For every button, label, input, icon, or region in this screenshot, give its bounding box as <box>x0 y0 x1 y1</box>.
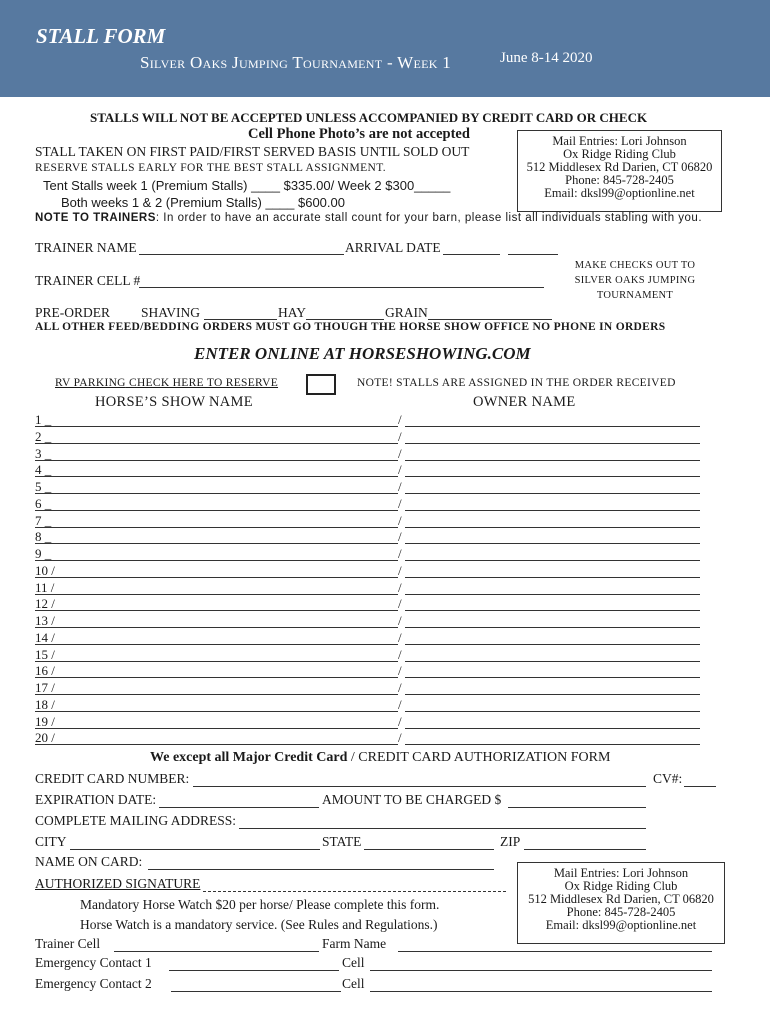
row-separator: / <box>398 646 402 662</box>
mail-line: Ox Ridge Riding Club <box>564 879 678 893</box>
horse-name-field[interactable] <box>35 677 398 678</box>
owner-name-field[interactable] <box>405 527 700 528</box>
mail-line: Email: dksl99@optionline.net <box>545 918 697 932</box>
row-separator: / <box>398 462 402 478</box>
row-number: 1 _ <box>35 412 52 427</box>
arrival-date-field-2[interactable] <box>508 254 558 255</box>
note-text: : In order to have an accurate stall count for your barn, please list all individuals stabling with you. <box>155 212 703 224</box>
horse-name-field[interactable] <box>35 644 398 645</box>
mail-line: 512 Middlesex Rd Darien, CT 06820 <box>528 892 714 906</box>
rv-check-text: CHECK HERE TO RESERVE <box>128 377 279 389</box>
horse-name-field[interactable] <box>35 426 398 427</box>
row-number: 11 / <box>35 579 55 595</box>
cell-2-label: Cell <box>342 976 365 991</box>
other-feed-note: ALL OTHER FEED/BEDDING ORDERS MUST GO THOUGH THE HORSE SHOW OFFICE NO PHONE IN ORDERS <box>35 321 666 333</box>
form-title: STALL FORM <box>36 24 166 48</box>
signature-label: AUTHORIZED SIGNATURE <box>35 876 201 891</box>
row-number: 9 _ <box>35 546 52 561</box>
mail-entries-box-2 <box>517 862 725 944</box>
row-number: 20 / <box>35 730 55 746</box>
row-number: 16 / <box>35 663 55 679</box>
row-separator: / <box>398 596 402 612</box>
preorder-label: PRE-ORDER <box>35 305 111 320</box>
cell-1-label: Cell <box>342 955 365 970</box>
credit-heading-rest: / CREDIT CARD AUTHORIZATION FORM <box>347 750 611 765</box>
zip-label: ZIP <box>500 834 521 849</box>
row-number: 13 / <box>35 613 55 628</box>
owner-name-field[interactable] <box>405 560 700 561</box>
reserve-note: RESERVE STALLS EARLY FOR THE BEST STALL ASSIGNMENT. <box>35 162 387 174</box>
row-number: 5 _ <box>35 479 52 494</box>
emergency-contact-1-label: Emergency Contact 1 <box>35 955 152 970</box>
trainer-cell-field[interactable] <box>139 287 544 288</box>
trainer-cell-contact-label: Trainer Cell <box>35 936 101 951</box>
mail-entries-box <box>517 130 722 212</box>
row-number: 15 / <box>35 646 55 662</box>
row-number: 8 _ <box>35 529 52 545</box>
owner-name-field[interactable] <box>405 627 700 628</box>
horse-name-header: HORSE’S SHOW NAME <box>95 394 253 410</box>
owner-name-field[interactable] <box>405 510 700 511</box>
amount-field[interactable] <box>508 807 646 808</box>
note-to-trainers <box>35 212 702 224</box>
grain-field[interactable] <box>428 319 552 320</box>
arrival-date-label: ARRIVAL DATE <box>345 240 441 255</box>
expiration-field[interactable] <box>159 807 319 808</box>
grain-label: GRAIN <box>385 305 428 320</box>
hay-field[interactable] <box>306 319 384 320</box>
owner-name-field[interactable] <box>405 426 700 427</box>
card-number-field[interactable] <box>193 786 646 787</box>
row-separator: / <box>398 613 402 628</box>
row-separator: / <box>398 730 402 746</box>
mailing-address-field[interactable] <box>239 828 646 829</box>
owner-name-field[interactable] <box>405 543 700 544</box>
row-number: 6 _ <box>35 495 52 511</box>
owner-name-field[interactable] <box>405 594 700 595</box>
mail-line: Mail Entries: Lori Johnson <box>552 134 687 148</box>
owner-name-field[interactable] <box>405 443 700 444</box>
tent-stalls-line: Tent Stalls week 1 (Premium Stalls) ____ $335.00/ Week 2 $300_____ <box>43 178 451 193</box>
emergency-contact-1-field[interactable] <box>169 970 339 971</box>
enter-online-heading: ENTER ONLINE AT HORSESHOWING.COM <box>194 344 531 363</box>
amount-label: AMOUNT TO BE CHARGED $ <box>322 792 502 807</box>
emergency-contact-2-label: Emergency Contact 2 <box>35 976 152 991</box>
row-number: 10 / <box>35 562 55 578</box>
trainer-cell-label: TRAINER CELL # <box>35 273 141 288</box>
trainer-name-label: TRAINER NAME <box>35 240 137 255</box>
row-number: 7 _ <box>35 512 52 528</box>
row-number: 3 _ <box>35 445 52 461</box>
city-label: CITY <box>35 834 67 849</box>
credit-heading-bold: We except all Major Credit Card <box>150 750 348 765</box>
tournament-name: Silver Oaks Jumping Tournament - Week 1 <box>140 53 452 72</box>
credit-heading <box>150 750 610 766</box>
horse-name-field[interactable] <box>35 594 398 595</box>
owner-name-field[interactable] <box>405 677 700 678</box>
mail-line: Phone: 845-728-2405 <box>565 173 674 187</box>
horse-name-field[interactable] <box>35 627 398 628</box>
row-separator: / <box>398 529 402 545</box>
trainer-cell-contact-field[interactable] <box>114 951 319 952</box>
row-separator: / <box>398 512 402 528</box>
row-separator: / <box>398 495 402 511</box>
owner-name-field[interactable] <box>405 610 700 611</box>
mail-line: Ox Ridge Riding Club <box>563 147 676 161</box>
name-on-card-field[interactable] <box>148 869 494 870</box>
owner-name-field[interactable] <box>405 711 700 712</box>
state-label: STATE <box>322 834 362 849</box>
horse-name-field[interactable] <box>35 493 398 494</box>
owner-name-field[interactable] <box>405 460 700 461</box>
shaving-field[interactable] <box>204 319 277 320</box>
horse-name-field[interactable] <box>35 711 398 712</box>
owner-name-field[interactable] <box>405 728 700 729</box>
horse-watch-line-1: Mandatory Horse Watch $20 per horse/ Please complete this form. <box>80 897 440 912</box>
city-field[interactable] <box>70 849 320 850</box>
row-number: 18 / <box>35 696 55 712</box>
checks-line: MAKE CHECKS OUT TO <box>574 260 696 271</box>
owner-name-field[interactable] <box>405 493 700 494</box>
stall-order-note: NOTE! STALLS ARE ASSIGNED IN THE ORDER RECEIVED <box>357 377 676 389</box>
mailing-address-label: COMPLETE MAILING ADDRESS: <box>35 813 237 828</box>
horse-name-field[interactable] <box>35 728 398 729</box>
owner-name-field[interactable] <box>405 661 700 662</box>
note-label: NOTE TO TRAINERS <box>35 212 156 224</box>
rv-parking <box>55 377 278 389</box>
emergency-contact-2-field[interactable] <box>171 991 341 992</box>
row-number: 14 / <box>35 629 55 645</box>
horse-name-field[interactable] <box>35 510 398 511</box>
both-weeks-line: Both weeks 1 & 2 (Premium Stalls) ____ $600.00 <box>61 195 345 210</box>
tournament-date: June 8-14 2020 <box>500 50 593 66</box>
cv-label: CV#: <box>653 771 683 786</box>
farm-name-label: Farm Name <box>322 936 387 951</box>
cell-1-field[interactable] <box>370 970 712 971</box>
row-separator: / <box>398 562 402 578</box>
arrival-date-field[interactable] <box>443 254 500 255</box>
name-on-card-label: NAME ON CARD: <box>35 854 143 869</box>
row-number: 12 / <box>35 596 55 612</box>
row-separator: / <box>398 479 402 494</box>
owner-name-field[interactable] <box>405 577 700 578</box>
first-paid-note: STALL TAKEN ON FIRST PAID/FIRST SERVED BASIS UNTIL SOLD OUT <box>35 144 470 159</box>
rv-checkbox[interactable] <box>306 374 336 395</box>
row-number: 19 / <box>35 713 55 729</box>
owner-name-header: OWNER NAME <box>473 394 576 410</box>
horse-name-field[interactable] <box>35 577 398 578</box>
horse-name-field[interactable] <box>35 744 398 745</box>
row-separator: / <box>398 428 402 444</box>
horse-name-field[interactable] <box>35 694 398 695</box>
row-separator: / <box>398 412 402 427</box>
mail-line: 512 Middlesex Rd Darien, CT 06820 <box>526 160 713 174</box>
owner-name-field[interactable] <box>405 744 700 745</box>
owner-name-field[interactable] <box>405 694 700 695</box>
row-separator: / <box>398 663 402 679</box>
horse-name-field[interactable] <box>35 460 398 461</box>
horse-name-field[interactable] <box>35 476 398 477</box>
state-field[interactable] <box>364 849 494 850</box>
row-number: 17 / <box>35 680 55 695</box>
row-separator: / <box>398 579 402 595</box>
owner-name-field[interactable] <box>405 644 700 645</box>
shaving-label: SHAVING <box>141 305 201 320</box>
card-number-label: CREDIT CARD NUMBER: <box>35 771 190 786</box>
row-separator: / <box>398 629 402 645</box>
horse-name-field[interactable] <box>35 610 398 611</box>
notice-line-2: Cell Phone Photo’s are not accepted <box>248 126 470 142</box>
row-number: 4 _ <box>35 462 52 478</box>
horse-name-field[interactable] <box>35 443 398 444</box>
mail-line: Email: dksl99@optionline.net <box>544 186 695 200</box>
rv-parking-label: RV PARKING <box>55 377 126 389</box>
cell-2-field[interactable] <box>370 991 712 992</box>
expiration-label: EXPIRATION DATE: <box>35 792 157 807</box>
horse-name-field[interactable] <box>35 560 398 561</box>
row-separator: / <box>398 713 402 729</box>
zip-field[interactable] <box>524 849 646 850</box>
row-separator: / <box>398 445 402 461</box>
row-separator: / <box>398 696 402 712</box>
checks-line: SILVER OAKS JUMPING <box>574 275 696 286</box>
horse-watch-line-2: Horse Watch is a mandatory service. (See Rules and Regulations.) <box>80 917 438 932</box>
signature-field[interactable] <box>203 891 506 892</box>
header-banner <box>0 0 770 97</box>
trainer-name-field[interactable] <box>139 254 344 255</box>
notice-line-1: STALLS WILL NOT BE ACCEPTED UNLESS ACCOMPANIED BY CREDIT CARD OR CHECK <box>90 110 648 125</box>
checks-line: TOURNAMENT <box>596 290 674 301</box>
mail-line: Mail Entries: Lori Johnson <box>553 866 689 880</box>
horse-name-field[interactable] <box>35 661 398 662</box>
owner-name-field[interactable] <box>405 476 700 477</box>
farm-name-field[interactable] <box>398 951 712 952</box>
row-separator: / <box>398 546 402 561</box>
row-separator: / <box>398 680 402 695</box>
hay-label: HAY <box>278 305 307 320</box>
horse-name-field[interactable] <box>35 527 398 528</box>
horse-name-field[interactable] <box>35 543 398 544</box>
make-checks-note <box>562 258 708 303</box>
cv-field[interactable] <box>684 786 716 787</box>
row-number: 2 _ <box>35 428 52 444</box>
mail-line: Phone: 845-728-2405 <box>566 905 676 919</box>
